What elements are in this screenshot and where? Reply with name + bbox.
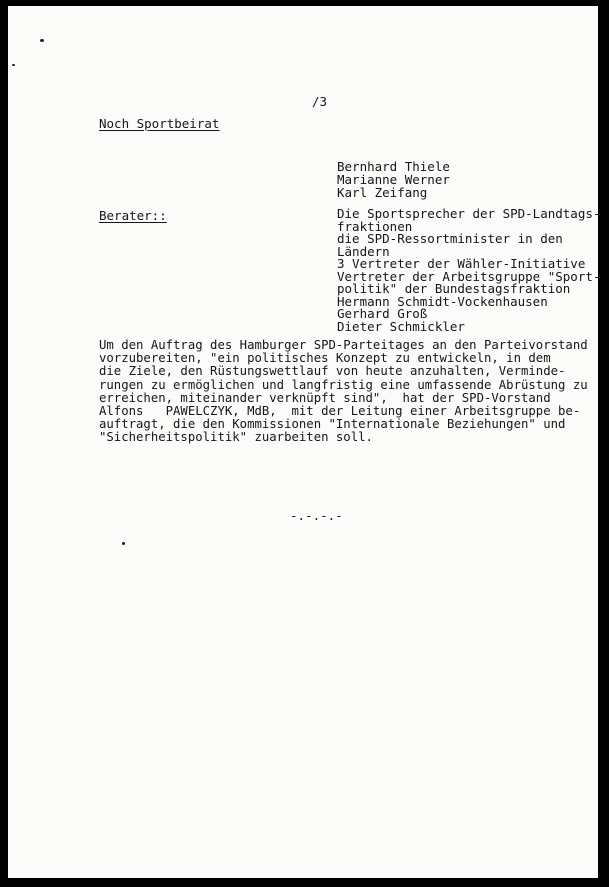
berater-line: 3 Vertreter der Wähler-Initiative [337,256,586,271]
section-heading: Noch Sportbeirat [99,116,220,131]
scan-speck [40,39,44,42]
paragraph-line: Um den Auftrag des Hamburger SPD-Parteitages an den Parteivorstand [99,338,588,352]
berater-line: Hermann Schmidt-Vockenhausen [337,293,548,309]
berater-line: Dieter Schmickler [337,318,465,334]
paragraph-line: vorzubereiten, "ein politisches Konzept zu entwickeln, in dem [99,351,551,366]
berater-line: fraktionen [337,218,413,234]
berater-line: die SPD-Ressortminister in den [337,231,563,246]
berater-line: Ländern [337,243,390,259]
paragraph-line: die Ziele, den Rüstungswettlauf von heute anzuhalten, Verminde- [99,364,566,379]
scan-speck [12,64,15,66]
paragraph-line: erreichen, miteinander verknüpft sind", hat der SPD-Vorstand [99,390,551,405]
member-name: Marianne Werner [337,172,450,187]
body-paragraph [99,339,589,445]
document-page [8,6,601,878]
berater-line: politik" der Bundestagsfraktion [337,281,571,296]
berater-line: Gerhard Groß [337,306,428,321]
page-number: /3 [312,94,328,109]
member-names [337,160,450,199]
berater-line: Die Sportsprecher der SPD-Landtags- [337,206,601,221]
member-name: Bernhard Thiele [337,159,450,174]
closing-marker: -.-.-.- [290,508,343,523]
berater-label: Berater:: [99,208,167,223]
berater-line: Vertreter der Arbeitsgruppe "Sport- [337,268,601,284]
paragraph-line: Alfons PAWELCZYK, MdB, mit der Leitung einer Arbeitsgruppe be- [99,404,581,419]
paragraph-line: rungen zu ermöglichen und langfristig eine umfassende Abrüstung zu [99,377,588,392]
scan-speck [122,542,125,545]
paragraph-line: "Sicherheitspolitik" zuarbeiten soll. [99,430,373,445]
paragraph-line: auftragt, die den Kommissionen "Internationale Beziehungen" und [99,417,566,432]
berater-list [337,206,601,334]
member-name: Karl Zeifang [337,185,428,200]
